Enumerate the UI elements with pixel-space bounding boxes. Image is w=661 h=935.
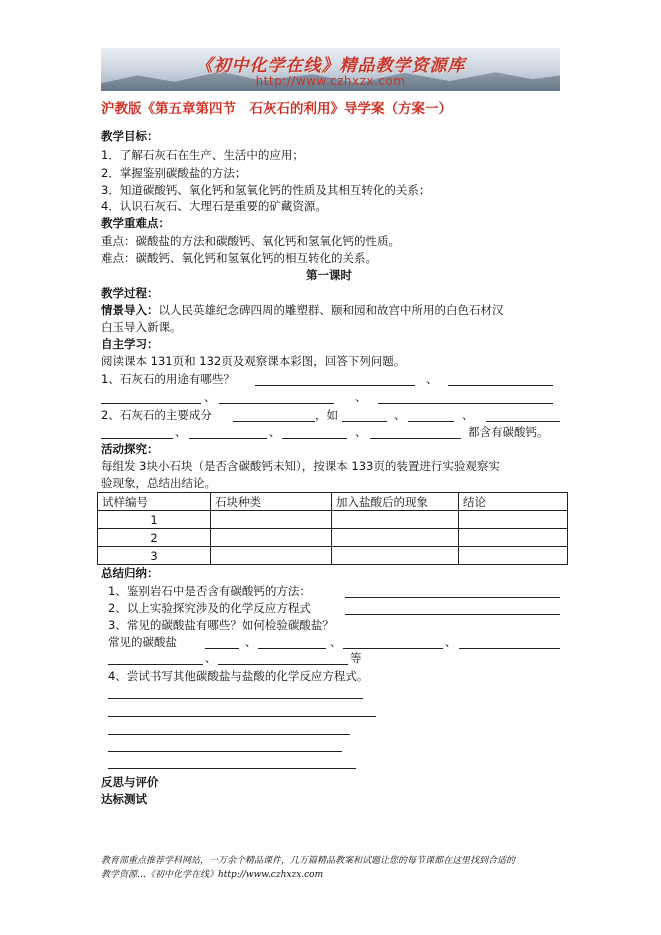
table-cell[interactable] [211,529,332,547]
question-2: 2、石灰石的主要成分 [101,408,212,422]
sample-number: 2 [98,529,211,547]
answer-blank[interactable] [233,421,315,422]
activity-heading: 活动探究： [101,442,159,456]
intro-label: 情景导入： [101,303,159,317]
answer-blank[interactable] [408,421,454,422]
key-difficulty: 难点：碳酸钙、氧化钙和氢氧化钙的相互转化的关系。 [101,251,377,265]
test-heading: 达标测试 [101,792,147,806]
summary-heading: 总结归纳： [101,566,159,580]
answer-blank[interactable] [189,438,267,439]
q2-end: 都含有碳酸钙。 [468,425,549,439]
document-title: 沪教版《第五章第四节 石灰石的利用》导学案（方案一） [101,101,452,117]
separator: 、 [205,651,217,665]
separator: 、 [426,372,438,386]
self-study-instruction: 阅读课本 131页和 132页及观察课本彩图，回答下列问题。 [101,354,406,368]
footer-line-1: 教育部重点推荐学科网站，一万余个精品课件，几万篇精品教案和试题让您的每节课都在这里找到合适的 [101,856,516,866]
answer-blank[interactable] [218,664,348,665]
sample-number: 1 [98,511,211,529]
answer-blank[interactable] [378,403,553,404]
self-study-heading: 自主学习： [101,337,159,351]
answer-line[interactable] [108,768,356,769]
column-header: 加入盐酸后的现象 [332,493,459,511]
separator: 、 [175,425,187,439]
table-cell[interactable] [459,511,568,529]
separator: 、 [330,635,342,649]
separator: 、 [269,425,281,439]
answer-blank[interactable] [205,648,239,649]
activity-text-cont: 验现象，总结出结论。 [101,476,216,490]
banner-title: 《初中化学在线》精品教学资源库 [195,56,466,76]
process-heading: 教学过程： [101,286,159,300]
goal-item: 1．了解石灰石在生产、生活中的应用； [101,148,304,162]
separator: 、 [355,425,367,439]
column-header: 结论 [459,493,568,511]
table-header-row [98,493,568,511]
table-row [98,511,568,529]
question-1: 1、石灰石的用途有哪些？ [101,372,235,386]
table-cell[interactable] [211,547,332,565]
summary-q3: 3、常见的碳酸盐有哪些？如何检验碳酸盐？ [108,618,334,632]
answer-line[interactable] [108,734,350,735]
experiment-table [97,492,568,565]
footer-line-2[interactable]: 教学资源…《初中化学在线》http://www.czhxzx.com [101,870,324,880]
column-header: 试样编号 [98,493,211,511]
answer-blank[interactable] [342,421,387,422]
answer-blank[interactable] [219,403,334,404]
answer-blank[interactable] [282,438,347,439]
reflection-heading: 反思与评价 [101,775,159,789]
answer-blank[interactable] [101,438,173,439]
separator: 、 [445,635,457,649]
activity-text: 每组发 3块小石块（是否含碳酸钙未知），按课本 133页的装置进行实验观察实 [101,459,500,473]
site-banner [101,48,560,91]
answer-blank[interactable] [255,385,415,386]
table-row [98,529,568,547]
table-cell[interactable] [332,511,459,529]
answer-blank[interactable] [345,614,560,615]
q2-ru: ，如 [315,408,338,422]
banner-url[interactable]: http://www.czhxzx.com [255,74,406,88]
answer-blank[interactable] [486,421,560,422]
goal-item: 4．认识石灰石、大理石是重要的矿藏资源。 [101,199,327,213]
answer-line[interactable] [108,716,376,717]
separator: 、 [355,390,367,404]
key-focus: 重点：碳酸盐的方法和碳酸钙、氧化钙和氢氧化钙的性质。 [101,234,400,248]
table-cell[interactable] [459,547,568,565]
table-row [98,547,568,565]
table-cell[interactable] [211,511,332,529]
key-points-heading: 教学重难点： [101,216,170,230]
intro-text-cont: 白玉导入新课。 [101,320,182,334]
answer-line[interactable] [108,751,342,752]
intro-line [101,303,504,317]
summary-q4: 4、尝试书写其他碳酸盐与盐酸的化学反应方程式。 [108,669,369,683]
column-header: 石块种类 [211,493,332,511]
q3-etc: 等 [350,651,362,665]
answer-blank[interactable] [370,438,461,439]
separator: 、 [462,408,474,422]
summary-q1: 1、鉴别岩石中是否含有碳酸钙的方法： [108,584,311,598]
table-cell[interactable] [332,547,459,565]
table-cell[interactable] [332,529,459,547]
separator: 、 [394,408,406,422]
lesson-title: 第一课时 [306,268,352,282]
table-cell[interactable] [459,529,568,547]
goals-heading: 教学目标： [101,129,159,143]
answer-blank[interactable] [459,648,560,649]
separator: 、 [245,635,257,649]
summary-q3-sub: 常见的碳酸盐 [108,635,177,649]
answer-blank[interactable] [101,403,201,404]
answer-blank[interactable] [108,664,203,665]
sample-number: 3 [98,547,211,565]
answer-line[interactable] [108,698,363,699]
answer-blank[interactable] [448,385,553,386]
answer-blank[interactable] [258,648,326,649]
intro-text: 以人民英雄纪念碑四周的雕塑群、颐和园和故宫中所用的白色石材汉 [158,303,504,317]
answer-blank[interactable] [345,597,560,598]
goal-item: 3．知道碳酸钙、氧化钙和氢氧化钙的性质及其相互转化的关系； [101,183,431,197]
separator: 、 [204,390,216,404]
answer-blank[interactable] [343,648,443,649]
goal-item: 2．掌握鉴别碳酸盐的方法； [101,166,247,180]
summary-q2: 2、以上实验探究涉及的化学反应方程式 [108,601,311,615]
